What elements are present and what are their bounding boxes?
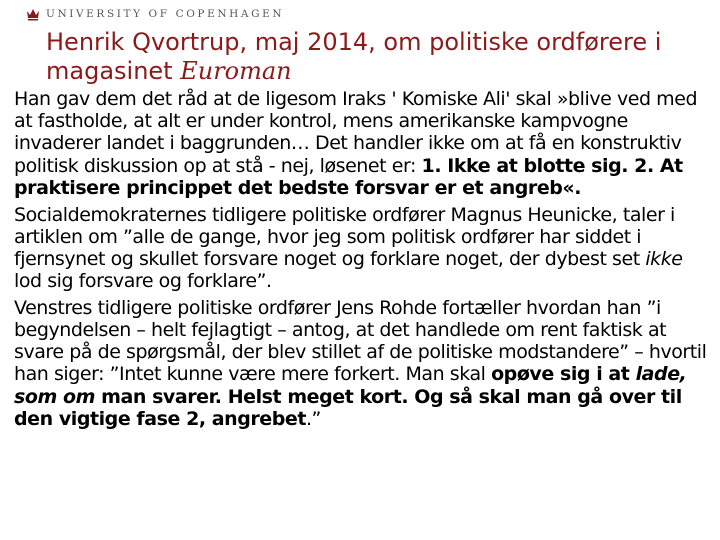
paragraph-text-end: lod sig forsvare og forklare”. <box>14 270 272 293</box>
title-magazine-name: Euroman <box>180 57 292 85</box>
title-text: Henrik Qvortrup, maj 2014, om politiske ordførere i magasinet <box>46 28 662 85</box>
paragraph-qvortrup <box>14 88 714 199</box>
slide-title <box>46 28 706 86</box>
paragraph-text: Venstres tidligere politiske ordfører Jens Rohde fortæller hvordan han ”i begyndelsen – helt fejlagtigt – antog, at det handlede om rent faktisk at svare på de spørgsmål, der blev stillet af de politiske modstandere” – hvortil han siger: ”Intet kunne være mere forkert. Man skal <box>14 296 707 386</box>
paragraph-heunicke <box>14 204 714 293</box>
paragraph-bold-text: 1. Ikke at blotte sig. 2. At praktisere princippet det bedste forsvar er et angreb«. <box>14 154 683 199</box>
crown-crest-icon <box>26 7 40 21</box>
paragraph-text: Socialdemokraternes tidligere politiske ordfører Magnus Heunicke, taler i artiklen om ”alle de gange, hvor jeg som politisk ordfører har siddet i fjernsynet og skullet forsvare noget og forklare noget, der dybest set <box>14 203 675 270</box>
university-name: UNIVERSITY OF COPENHAGEN <box>46 8 285 20</box>
paragraph-rohde <box>14 297 714 430</box>
university-header <box>26 5 284 23</box>
paragraph-text: Han gav dem det råd at de ligesom Iraks ' Komiske Ali' skal »blive ved med at fastholde, at alt er under kontrol, mens amerikanske kampvogne invaderer landet i baggrunden… Det handler ikke om at få en konstruktiv politisk diskussion op at stå - nej, løsenet er: <box>14 88 698 177</box>
paragraph-bold-italic-text: lade, som om <box>14 363 687 408</box>
paragraph-bold-text-2: man svarer. Helst meget kort. Og så skal man gå over til den vigtige fase 2, angrebet <box>14 385 682 430</box>
paragraph-text-end: .” <box>305 407 321 430</box>
paragraph-bold-text: opøve sig i at <box>491 363 636 386</box>
slide-body <box>14 88 714 435</box>
paragraph-italic-text: ikke <box>645 247 683 270</box>
